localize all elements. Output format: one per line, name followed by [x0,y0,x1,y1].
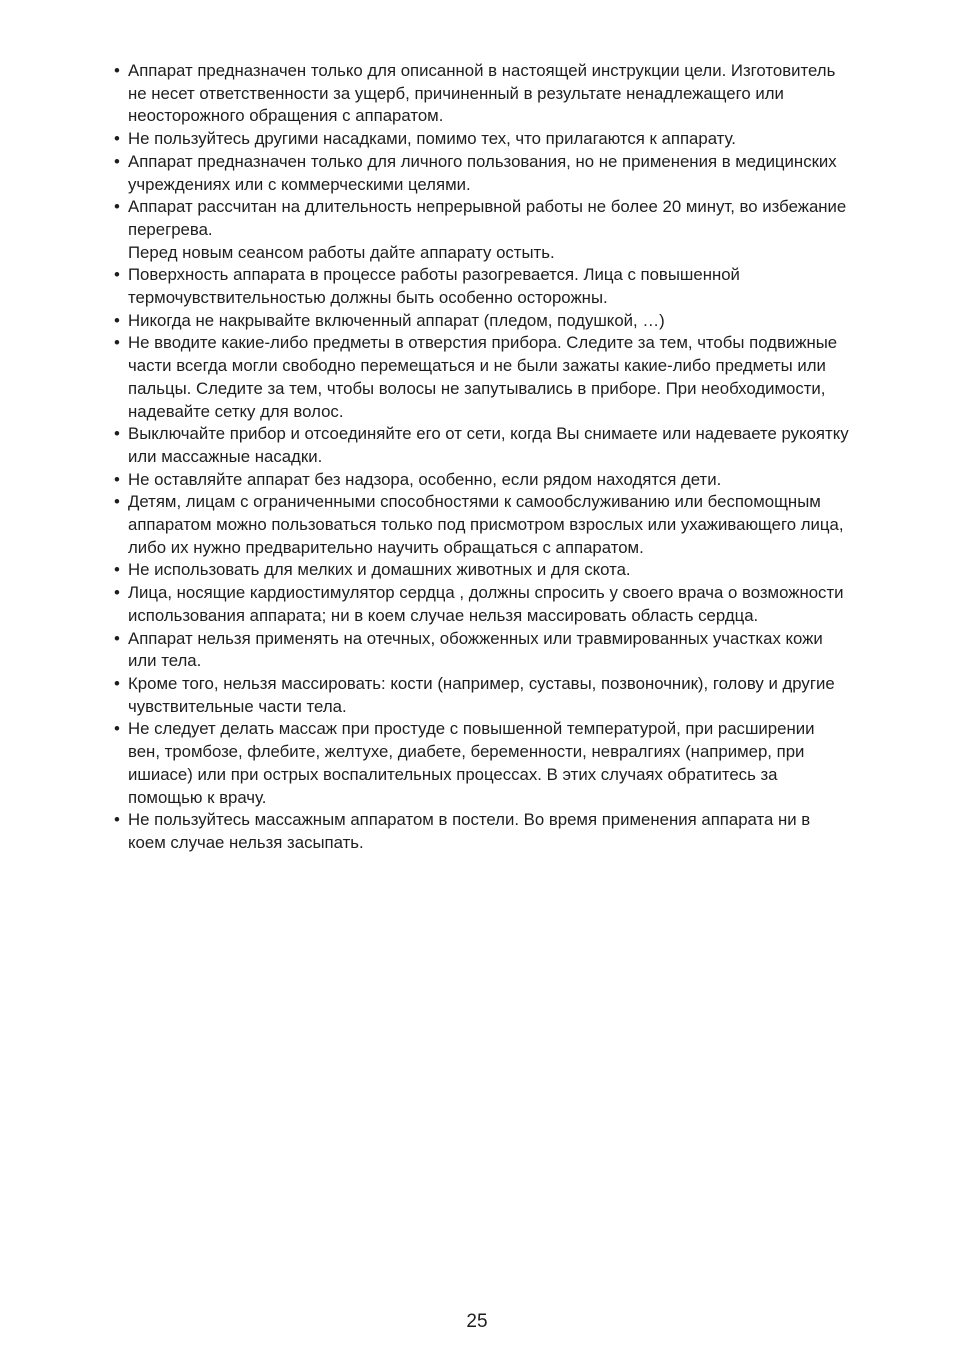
bullet-icon: • [114,197,120,217]
list-item-text-line: перегрева. [128,219,213,239]
bullet-icon: • [114,151,120,171]
list-item-text-line: Не оставляйте аппарат без надзора, особенно, если рядом находятся дети. [128,469,722,489]
list-item-text-line: Не следует делать массаж при простуде с повышенной температурой, при расширении [128,719,815,739]
list-item [114,559,904,582]
list-item-text-line: Перед новым сеансом работы дайте аппарату остыть. [128,242,555,262]
list-item-text-line: аппаратом можно пользоваться только под присмотром взрослых или ухаживающего лица, [128,515,844,535]
list-item [114,332,904,423]
list-item-text-line: использования аппарата; ни в коем случае нельзя массировать область сердца. [128,605,759,625]
list-item-text-line: Аппарат предназначен только для описанной в настоящей инструкции цели. Изготовитель [128,61,836,80]
list-item-text-line: ишиасе) или при острых воспалительных процессах. В этих случаях обратитесь за [128,764,778,784]
list-item-text-line: Не пользуйтесь другими насадками, помимо тех, что прилагаются к аппарату. [128,129,736,149]
list-item-text-line: надевайте сетку для волос. [128,401,344,421]
list-item [114,423,904,468]
list-item-text-line: части всегда могли свободно перемещаться и не были зажаты какие-либо предметы или [128,356,826,376]
list-item-text-line: Поверхность аппарата в процессе работы разогревается. Лица с повышенной [128,265,740,285]
bullet-icon: • [114,673,120,693]
list-item-text-line: учреждениях или с коммерческими целями. [128,174,471,194]
list-item-text-line: Кроме того, нельзя массировать: кости (например, суставы, позвоночник), голову и другие [128,673,835,693]
list-item-text-line: пальцы. Следите за тем, чтобы волосы не запутывались в приборе. При необходимости, [128,378,826,398]
list-item [114,582,904,627]
list-item [114,151,904,196]
safety-instructions-list [114,60,904,855]
bullet-icon: • [114,310,120,330]
list-item [114,264,904,309]
bullet-icon: • [114,333,120,353]
list-item-text-line: или массажные насадки. [128,446,323,466]
list-item-text-line: Не использовать для мелких и домашних животных и для скота. [128,560,631,580]
list-item-text-line: Детям, лицам с ограниченными способностями к самообслуживанию или беспомощным [128,492,821,512]
list-item-text-line: вен, тромбозе, флебите, желтухе, диабете, беременности, невралгиях (например, при [128,742,805,762]
list-item-text-line: Аппарат рассчитан на длительность непрерывной работы не более 20 минут, во избежание [128,197,847,217]
list-item [114,60,904,128]
bullet-icon: • [114,492,120,512]
bullet-icon: • [114,719,120,739]
list-item [114,196,904,264]
bullet-icon: • [114,560,120,580]
list-item-text-line: Не пользуйтесь массажным аппаратом в постели. Во время применения аппарата ни в [128,810,811,830]
list-item-text-line: помощью к врачу. [128,787,267,807]
list-item-text-line: Лица, носящие кардиостимулятор сердца , должны спросить у своего врача о возможности [128,583,844,603]
list-item-text-line: коем случае нельзя засыпать. [128,832,364,852]
list-item [114,310,904,333]
list-item [114,491,904,559]
list-item-text-line: либо их нужно предварительно научить обращаться с аппаратом. [128,537,644,557]
list-item [114,128,904,151]
bullet-icon: • [114,129,120,149]
bullet-icon: • [114,810,120,830]
bullet-icon: • [114,583,120,603]
list-item-text-line: Выключайте прибор и отсоединяйте его от сети, когда Вы снимаете или надеваете рукоятку [128,424,849,444]
bullet-icon: • [114,61,120,80]
bullet-icon: • [114,265,120,285]
list-item-text-line: Никогда не накрывайте включенный аппарат (пледом, подушкой, …) [128,310,665,330]
list-item-text-line: термочувствительностью должны быть особенно осторожны. [128,288,608,308]
list-item-text-line: неосторожного обращения с аппаратом. [128,106,444,126]
list-item-text-line: не несет ответственности за ущерб, причиненный в результате ненадлежащего или [128,83,784,103]
list-item [114,673,904,718]
list-item-text-line: Не вводите какие-либо предметы в отверстия прибора. Следите за тем, чтобы подвижные [128,333,838,353]
list-item [114,469,904,492]
bullet-icon: • [114,469,120,489]
bullet-icon: • [114,628,120,648]
list-item [114,809,904,854]
list-item-text-line: Аппарат нельзя применять на отечных, обожженных или травмированных участках кожи [128,628,823,648]
list-item-text-line: или тела. [128,651,202,671]
list-item [114,628,904,673]
page-number: 25 [466,1311,488,1332]
list-item-text-line: Аппарат предназначен только для личного пользования, но не применения в медицинских [128,151,837,171]
bullet-icon: • [114,424,120,444]
list-item-text-line: чувствительные части тела. [128,696,347,716]
list-item [114,718,904,809]
